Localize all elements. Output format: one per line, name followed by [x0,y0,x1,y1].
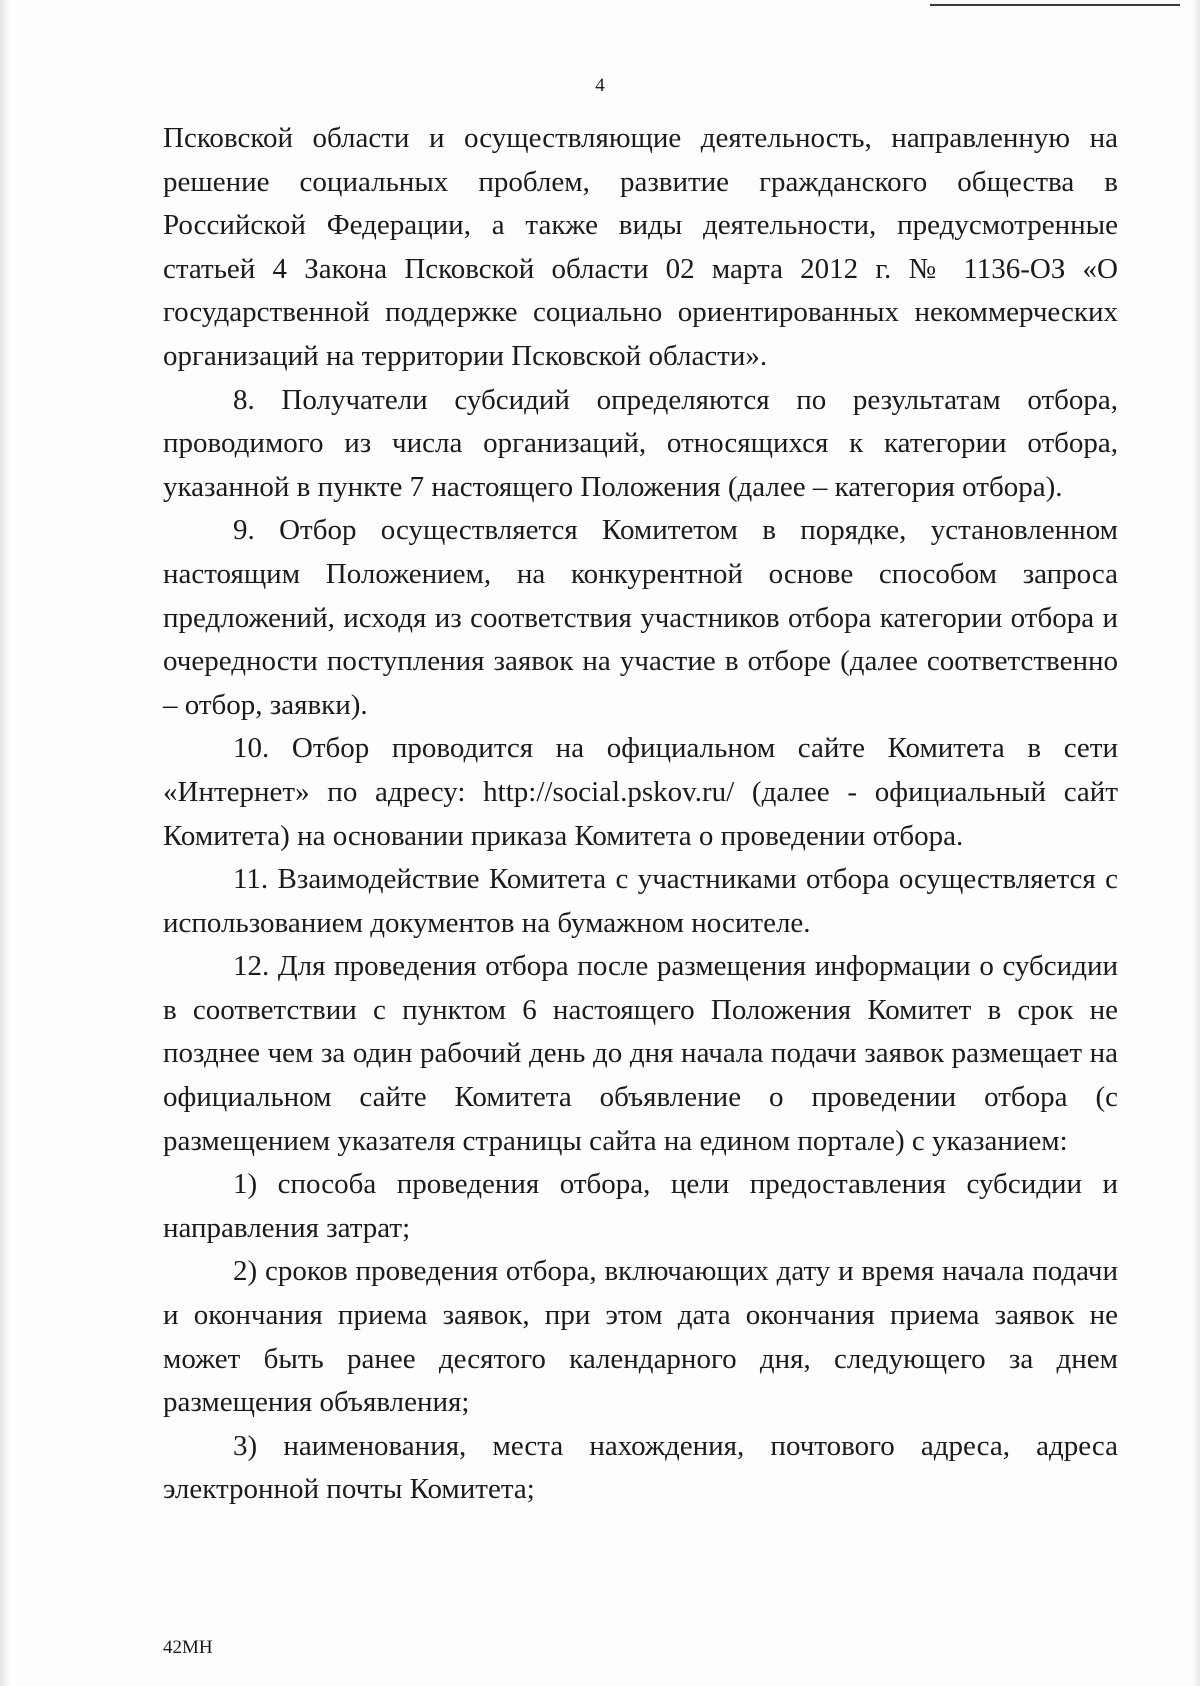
list-item-1: 1) способа проведения отбора, цели предоставления субсидии и направления затрат; [163,1168,1118,1244]
list-item-2: 2) сроков проведения отбора, включающих дату и время начала подачи и окончания приема заявок, при этом дата окончания приема заявок не может быть ранее десятого календарного дня, следующего за днем размещения объявления; [163,1255,1118,1419]
scan-edge-right [1192,0,1200,1686]
paragraph-12: 12. Для проведения отбора после размещения информации о субсидии в соответствии с пунктом 6 настоящего Положения Комитет в срок не позднее чем за один рабочий день до дня начала подачи заявок размещает на официальном сайте Комитета объявление о проведении отбора (с размещением указателя страницы сайта на едином портале) с указанием: [163,950,1118,1157]
footer-code: 42МН [163,1637,213,1658]
list-item-3: 3) наименования, места нахождения, почтового адреса, адреса электронной почты Комитета; [163,1429,1118,1506]
page-number: 4 [595,75,605,96]
paragraph-8: 8. Получатели субсидий определяются по результатам отбора, проводимого из числа организаций, относящихся к категории отбора, указанной в пункте 7 настоящего Положения (далее – категория отбора). [163,383,1118,503]
paragraph-continuation: Псковской области и осуществляющие деятельность, направленную на решение социальных проблем, развитие гражданского общества в Российской Федерации, а также виды деятельности, предусмотренные статьей 4 Закона Псковской области 02 марта 2012 г. № 1136-ОЗ «О государственной поддержке социально ориентированных некоммерческих организаций на территории Псковской области». [163,122,1118,372]
document-body [163,117,1118,1512]
paragraph-9: 9. Отбор осуществляется Комитетом в порядке, установленном настоящим Положением, на конкурентной основе способом запроса предложений, исходя из соответствия участников отбора категории отбора и очередности поступления заявок на участие в отборе (далее соответственно – отбор, заявки). [163,514,1118,721]
paragraph-11: 11. Взаимодействие Комитета с участниками отбора осуществляется с использованием документов на бумажном носителе. [163,863,1118,939]
paragraph-10: 10. Отбор проводится на официальном сайте Комитета в сети «Интернет» по адресу: http://social.pskov.ru/ (далее - официальный сайт Комитета) на основании приказа Комитета о проведении отбора. [163,732,1118,852]
scan-edge-left [0,0,10,1686]
top-rule-line [930,4,1180,6]
